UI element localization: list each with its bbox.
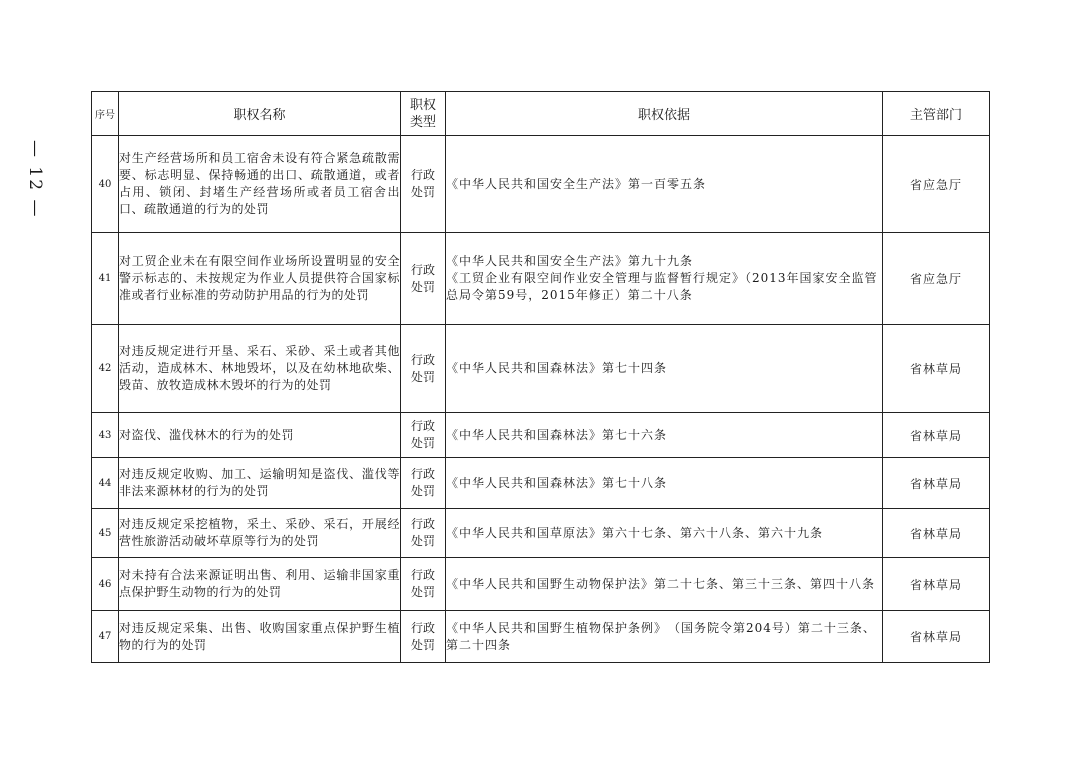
row-dept: 省应急厅: [883, 136, 990, 233]
row-basis-line: 《中华人民共和国森林法》第七十八条: [446, 475, 668, 490]
row-no: 46: [92, 558, 119, 611]
row-no: 42: [92, 325, 119, 413]
row-type-line2: 处罚: [410, 484, 435, 498]
row-type-line2: 处罚: [410, 534, 435, 548]
row-no: 44: [92, 458, 119, 509]
header-type-line1: 职权: [409, 97, 436, 113]
row-name: 对违反规定收购、加工、运输明知是盗伐、滥伐等非法来源林材的行为的处罚: [119, 458, 401, 509]
row-basis: [446, 413, 883, 458]
row-basis-line: 《中华人民共和国森林法》第七十六条: [446, 427, 668, 442]
row-basis: [446, 509, 883, 558]
row-name: 对生产经营场所和员工宿舍未设有符合紧急疏散需要、标志明显、保持畅通的出口、疏散通道，或者占用、锁闭、封堵生产经营场所或者员工宿舍出口、疏散通道的行为的处罚: [119, 136, 401, 233]
row-name: 对盗伐、滥伐林木的行为的处罚: [119, 413, 401, 458]
header-basis: 职权依据: [446, 92, 883, 136]
row-type: [401, 233, 446, 325]
row-basis-line: 《中华人民共和国安全生产法》第一百零五条: [446, 176, 707, 191]
row-type-line1: 行政: [410, 517, 435, 531]
row-no: 40: [92, 136, 119, 233]
row-name: 对违反规定采挖植物，采土、采砂、采石，开展经营性旅游活动破坏草原等行为的处罚: [119, 509, 401, 558]
row-basis: [446, 558, 883, 611]
row-type-line2: 处罚: [410, 436, 435, 450]
row-basis: [446, 136, 883, 233]
row-type-line1: 行政: [410, 419, 435, 433]
row-type-line1: 行政: [410, 467, 435, 481]
row-type-line2: 处罚: [410, 585, 435, 599]
row-basis-line: 《中华人民共和国野生动物保护法》第二十七条、第三十三条、第四十八条: [446, 576, 876, 591]
header-dept: 主管部门: [883, 92, 990, 136]
table-body: [92, 136, 990, 663]
row-type-line2: 处罚: [410, 369, 435, 384]
row-basis-line: 《中华人民共和国安全生产法》第九十九条: [446, 254, 694, 268]
row-type-line2: 处罚: [410, 637, 435, 652]
header-no: 序号: [92, 92, 119, 136]
row-basis: [446, 233, 883, 325]
row-dept: 省林草局: [883, 611, 990, 663]
header-type-line2: 类型: [409, 114, 436, 130]
table-row: [92, 413, 990, 458]
table-row: [92, 233, 990, 325]
row-type-line1: 行政: [410, 168, 435, 182]
row-type: [401, 458, 446, 509]
authority-table: [91, 91, 990, 663]
row-basis-line: 《工贸企业有限空间作业安全管理与监督暂行规定》（2013年国家安全监管总局令第59号，2015年修正）第二十八条: [446, 271, 878, 302]
row-dept: 省林草局: [883, 325, 990, 413]
row-type-line2: 处罚: [410, 279, 435, 294]
row-type: [401, 136, 446, 233]
row-name: 对违反规定进行开垦、采石、采砂、采土或者其他活动，造成林木、林地毁坏，以及在幼林地砍柴、毁苗、放牧造成林木毁坏的行为的处罚: [119, 325, 401, 413]
row-basis: [446, 611, 883, 663]
row-no: 41: [92, 233, 119, 325]
row-basis-line: 《中华人民共和国草原法》第六十七条、第六十八条、第六十九条: [446, 525, 824, 540]
row-type-line1: 行政: [410, 620, 435, 635]
row-name: 对未持有合法来源证明出售、利用、运输非国家重点保护野生动物的行为的处罚: [119, 558, 401, 611]
row-type: [401, 558, 446, 611]
row-dept: 省林草局: [883, 458, 990, 509]
row-name: 对工贸企业未在有限空间作业场所设置明显的安全警示标志的、未按规定为作业人员提供符合国家标准或者行业标准的劳动防护用品的行为的处罚: [119, 233, 401, 325]
row-type-line1: 行政: [410, 568, 435, 582]
row-dept: 省林草局: [883, 509, 990, 558]
row-type-line1: 行政: [410, 262, 435, 277]
row-basis-line: 《中华人民共和国森林法》第七十四条: [446, 361, 668, 375]
page-number: — 12 —: [25, 140, 45, 219]
row-no: 45: [92, 509, 119, 558]
row-dept: 省应急厅: [883, 233, 990, 325]
row-type-line1: 行政: [410, 352, 435, 367]
row-dept: 省林草局: [883, 413, 990, 458]
table-row: [92, 458, 990, 509]
row-basis: [446, 458, 883, 509]
table-row: [92, 325, 990, 413]
row-type-line2: 处罚: [410, 185, 435, 199]
row-type: [401, 509, 446, 558]
row-type: [401, 325, 446, 413]
row-type: [401, 413, 446, 458]
row-no: 47: [92, 611, 119, 663]
header-name: 职权名称: [119, 92, 401, 136]
table-row: [92, 136, 990, 233]
row-basis: [446, 325, 883, 413]
row-dept: 省林草局: [883, 558, 990, 611]
table-row: [92, 509, 990, 558]
table-row: [92, 558, 990, 611]
table-row: [92, 611, 990, 663]
row-basis-line: 《中华人民共和国野生植物保护条例》 （国务院令第204号）第二十三条、第二十四条: [446, 620, 876, 652]
row-name: 对违反规定采集、出售、收购国家重点保护野生植物的行为的处罚: [119, 611, 401, 663]
header-type: [401, 92, 446, 136]
row-type: [401, 611, 446, 663]
row-no: 43: [92, 413, 119, 458]
table-header-row: [92, 92, 990, 136]
